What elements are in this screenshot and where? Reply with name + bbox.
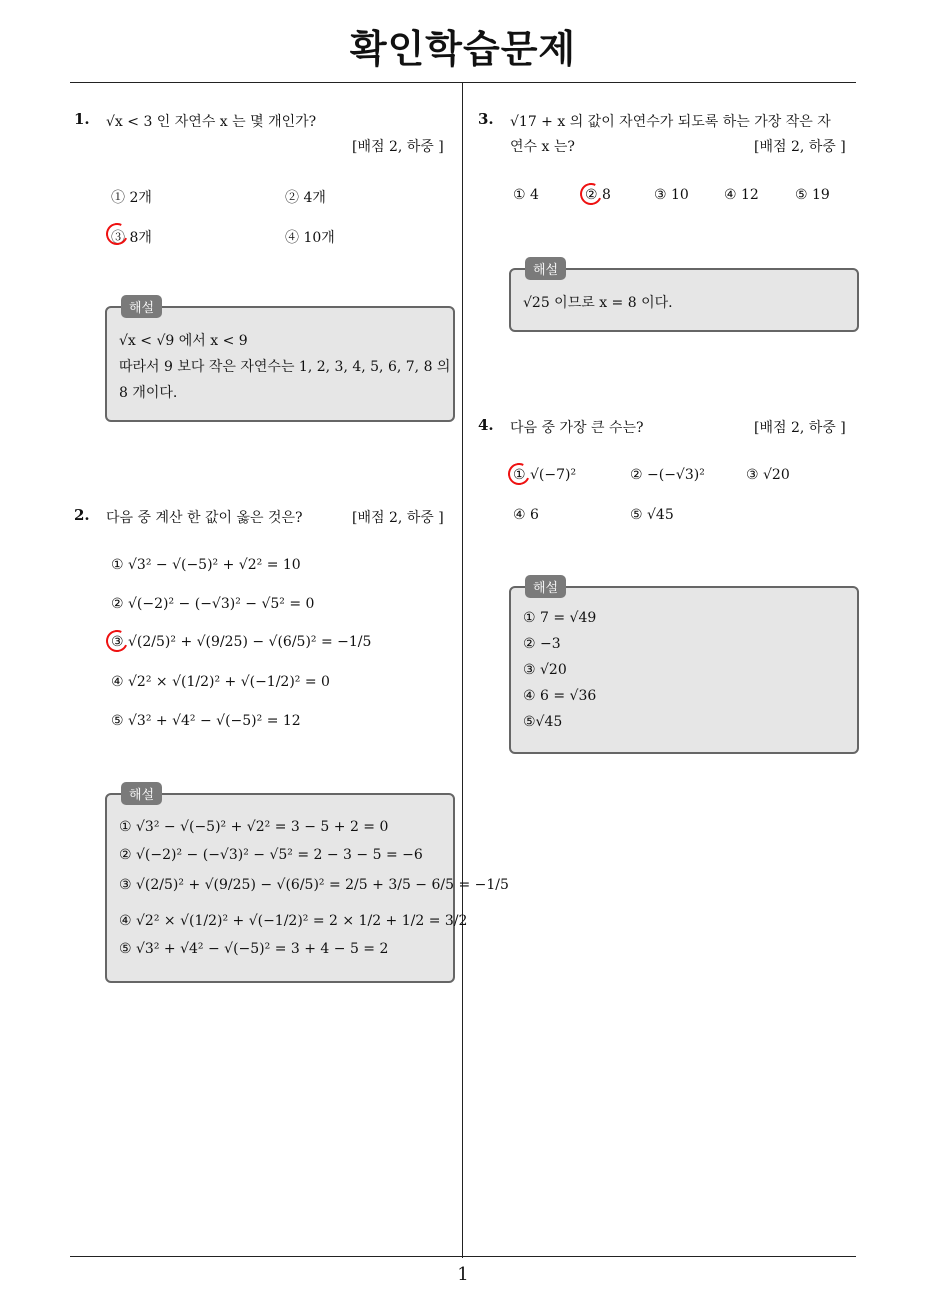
option-5[interactable]: ⑤ √45	[630, 507, 674, 523]
solution-tag: 해설	[121, 782, 162, 805]
question-text-line-2: 연수 x 는?	[510, 139, 575, 155]
solution-line: ① 7 = √49	[523, 610, 597, 626]
solution-box	[105, 788, 509, 983]
option-3[interactable]: ③ √20	[746, 467, 790, 483]
option-4[interactable]: ④ 12	[724, 187, 759, 203]
solution-box	[509, 263, 859, 332]
option-4[interactable]: ④ 6	[513, 507, 539, 523]
question-number: 1.	[74, 110, 90, 128]
option-2[interactable]: ② 4개	[285, 190, 326, 206]
solution-line: ④ √2² × √(1/2)² + √(−1/2)² = 2 × 1/2 + 1/2 = 3/2	[119, 913, 468, 929]
solution-tag: 해설	[525, 575, 566, 598]
page-number: 1	[457, 1264, 469, 1285]
option-4[interactable]: ④ 10개	[285, 230, 335, 246]
question-number: 3.	[478, 110, 494, 128]
score-label: [배점 2, 하중 ]	[352, 139, 444, 155]
answer-mark	[103, 627, 131, 655]
top-rule	[70, 82, 856, 83]
option-3[interactable]: ③ 8개	[111, 230, 152, 246]
question-number: 2.	[74, 506, 90, 524]
option-2[interactable]: ② 8	[585, 187, 611, 203]
option-4[interactable]: ④ √2² × √(1/2)² + √(−1/2)² = 0	[111, 674, 330, 690]
solution-box	[509, 581, 859, 754]
score-label: [배점 2, 하중 ]	[754, 420, 846, 436]
question-text: √x < 3 인 자연수 x 는 몇 개인가?	[106, 114, 317, 130]
answer-mark	[577, 180, 605, 208]
score-label: [배점 2, 하중 ]	[754, 139, 846, 155]
solution-line: ③ √(2/5)² + √(9/25) − √(6/5)² = 2/5 + 3/5 − 6/5 = −1/5	[119, 877, 509, 893]
solution-line: 따라서 9 보다 작은 자연수는 1, 2, 3, 4, 5, 6, 7, 8 의	[119, 359, 451, 375]
solution-tag: 해설	[525, 257, 566, 280]
solution-line: ③ √20	[523, 662, 567, 678]
question-text: √17 + x 의 값이 자연수가 되도록 하는 가장 작은 자	[510, 114, 831, 130]
question-text: 다음 중 계산 한 값이 옳은 것은?	[106, 510, 303, 526]
solution-line: ⑤√45	[523, 714, 563, 730]
solution-line: ⑤ √3² + √4² − √(−5)² = 3 + 4 − 5 = 2	[119, 941, 389, 957]
option-1[interactable]: ① √(−7)²	[513, 467, 577, 483]
solution-line: ① √3² − √(−5)² + √2² = 3 − 5 + 2 = 0	[119, 819, 389, 835]
column-divider	[462, 83, 463, 1258]
question-number: 4.	[478, 416, 494, 434]
score-label: [배점 2, 하중 ]	[352, 510, 444, 526]
solution-line: ② √(−2)² − (−√3)² − √5² = 2 − 3 − 5 = −6	[119, 847, 423, 863]
option-1[interactable]: ① 2개	[111, 190, 152, 206]
answer-mark	[505, 460, 533, 488]
option-3[interactable]: ③ 10	[654, 187, 689, 203]
solution-tag: 해설	[121, 295, 162, 318]
option-3[interactable]: ③ √(2/5)² + √(9/25) − √(6/5)² = −1/5	[111, 634, 372, 650]
solution-box	[105, 301, 455, 422]
page-title: 확인학습문제	[349, 27, 577, 71]
solution-line: ④ 6 = √36	[523, 688, 597, 704]
bottom-rule	[70, 1256, 856, 1257]
solution-line: ② −3	[523, 636, 561, 652]
solution-line: √x < √9 에서 x < 9	[119, 333, 248, 349]
option-5[interactable]: ⑤ √3² + √4² − √(−5)² = 12	[111, 713, 301, 729]
solution-line: √25 이므로 x = 8 이다.	[523, 295, 673, 311]
solution-line: 8 개이다.	[119, 385, 178, 401]
option-1[interactable]: ① √3² − √(−5)² + √2² = 10	[111, 557, 301, 573]
question-text: 다음 중 가장 큰 수는?	[510, 420, 644, 436]
option-5[interactable]: ⑤ 19	[795, 187, 830, 203]
option-1[interactable]: ① 4	[513, 187, 539, 203]
option-2[interactable]: ② −(−√3)²	[630, 467, 705, 483]
option-2[interactable]: ② √(−2)² − (−√3)² − √5² = 0	[111, 596, 315, 612]
